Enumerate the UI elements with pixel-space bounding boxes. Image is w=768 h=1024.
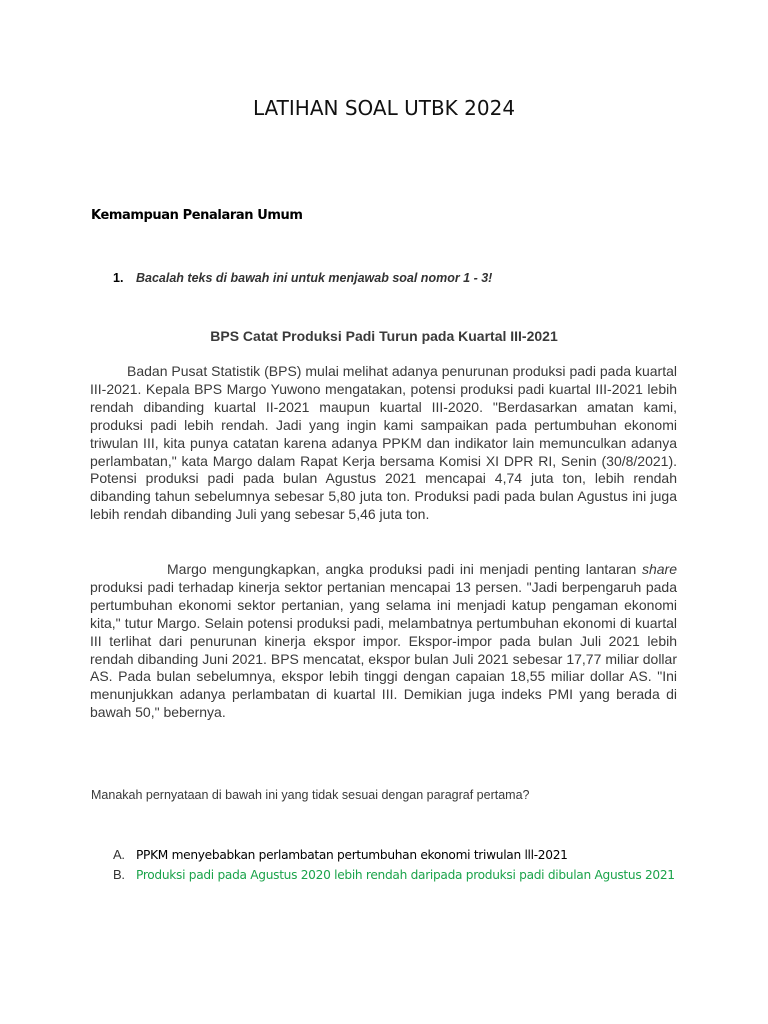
- instruction-text: Bacalah teks di bawah ini untuk menjawab soal nomor 1 - 3!: [136, 271, 493, 285]
- answer-option-a[interactable]: [113, 845, 693, 865]
- option-letter: B.: [113, 867, 125, 882]
- question-text: Manakah pernyataan di bawah ini yang tidak sesuai dengan paragraf pertama?: [91, 788, 530, 802]
- answer-option-b[interactable]: [113, 865, 693, 885]
- instruction: [113, 271, 492, 285]
- section-heading: Kemampuan Penalaran Umum: [91, 208, 303, 223]
- article-paragraph-1: Badan Pusat Statistik (BPS) mulai melihat adanya penurunan produksi padi pada kuartal III-2021. Kepala BPS Margo Yuwono mengatakan, potensi produksi padi kuartal III-2021 lebih rendah dibanding kuartal II-2021 maupun kuartal III-2020. "Berdasarkan amatan kami, produksi padi lebih rendah. Jadi yang ingin kami sampaikan pada pertumbuhan ekonomi triwulan III, kita punya catatan karena adanya PPKM dan indikator lain memunculkan adanya perlambatan," kata Margo dalam Rapat Kerja bersama Komisi XI DPR RI, Senin (30/8/2021). Potensi produksi padi pada bulan Agustus 2021 mencapai 4,74 juta ton, lebih rendah dibanding tahun sebelumnya sebesar 5,80 juta ton. Produksi padi pada bulan Agustus ini juga lebih rendah dibanding Juli yang sebesar 5,46 juta ton.: [90, 363, 677, 523]
- paragraph-2-text-end: produksi padi terhadap kinerja sektor pertanian mencapai 13 persen. "Jadi berpengaruh pada pertumbuhan ekonomi sektor pertanian, yang selama ini menjadi katup pengaman ekonomi kita," tutur Margo. Selain potensi produksi padi, melambatnya pertumbuhan ekonomi di kuartal III terlihat dari penurunan kinerja ekspor impor. Ekspor-impor pada bulan Juli 2021 lebih rendah dibanding Juni 2021. BPS mencatat, ekspor bulan Juli 2021 sebesar 17,77 miliar dollar AS. Pada bulan sebelumnya, ekspor lebih tinggi dengan capaian 18,55 miliar dollar AS. "Ini menunjukkan adanya perlambatan di kuartal III. Demikian juga indeks PMI yang berada di bawah 50," bebernya.: [90, 578, 677, 721]
- option-text: Produksi padi pada Agustus 2020 lebih rendah daripada produksi padi dibulan Agustus 2021: [136, 868, 675, 882]
- article-paragraph-2: [90, 561, 677, 722]
- article-title: BPS Catat Produksi Padi Turun pada Kuartal III-2021: [210, 328, 558, 344]
- option-letter: A.: [113, 847, 125, 862]
- paragraph-2-italic-term: share: [641, 561, 677, 577]
- answer-options: [113, 845, 693, 885]
- option-text: PPKM menyebabkan perlambatan pertumbuhan ekonomi triwulan lll-2021: [136, 848, 568, 862]
- instruction-number: 1.: [113, 271, 124, 285]
- document-title: LATIHAN SOAL UTBK 2024: [252, 96, 516, 120]
- paragraph-2-text-start: Margo mengungkapkan, angka produksi padi ini menjadi penting lantaran: [167, 561, 642, 577]
